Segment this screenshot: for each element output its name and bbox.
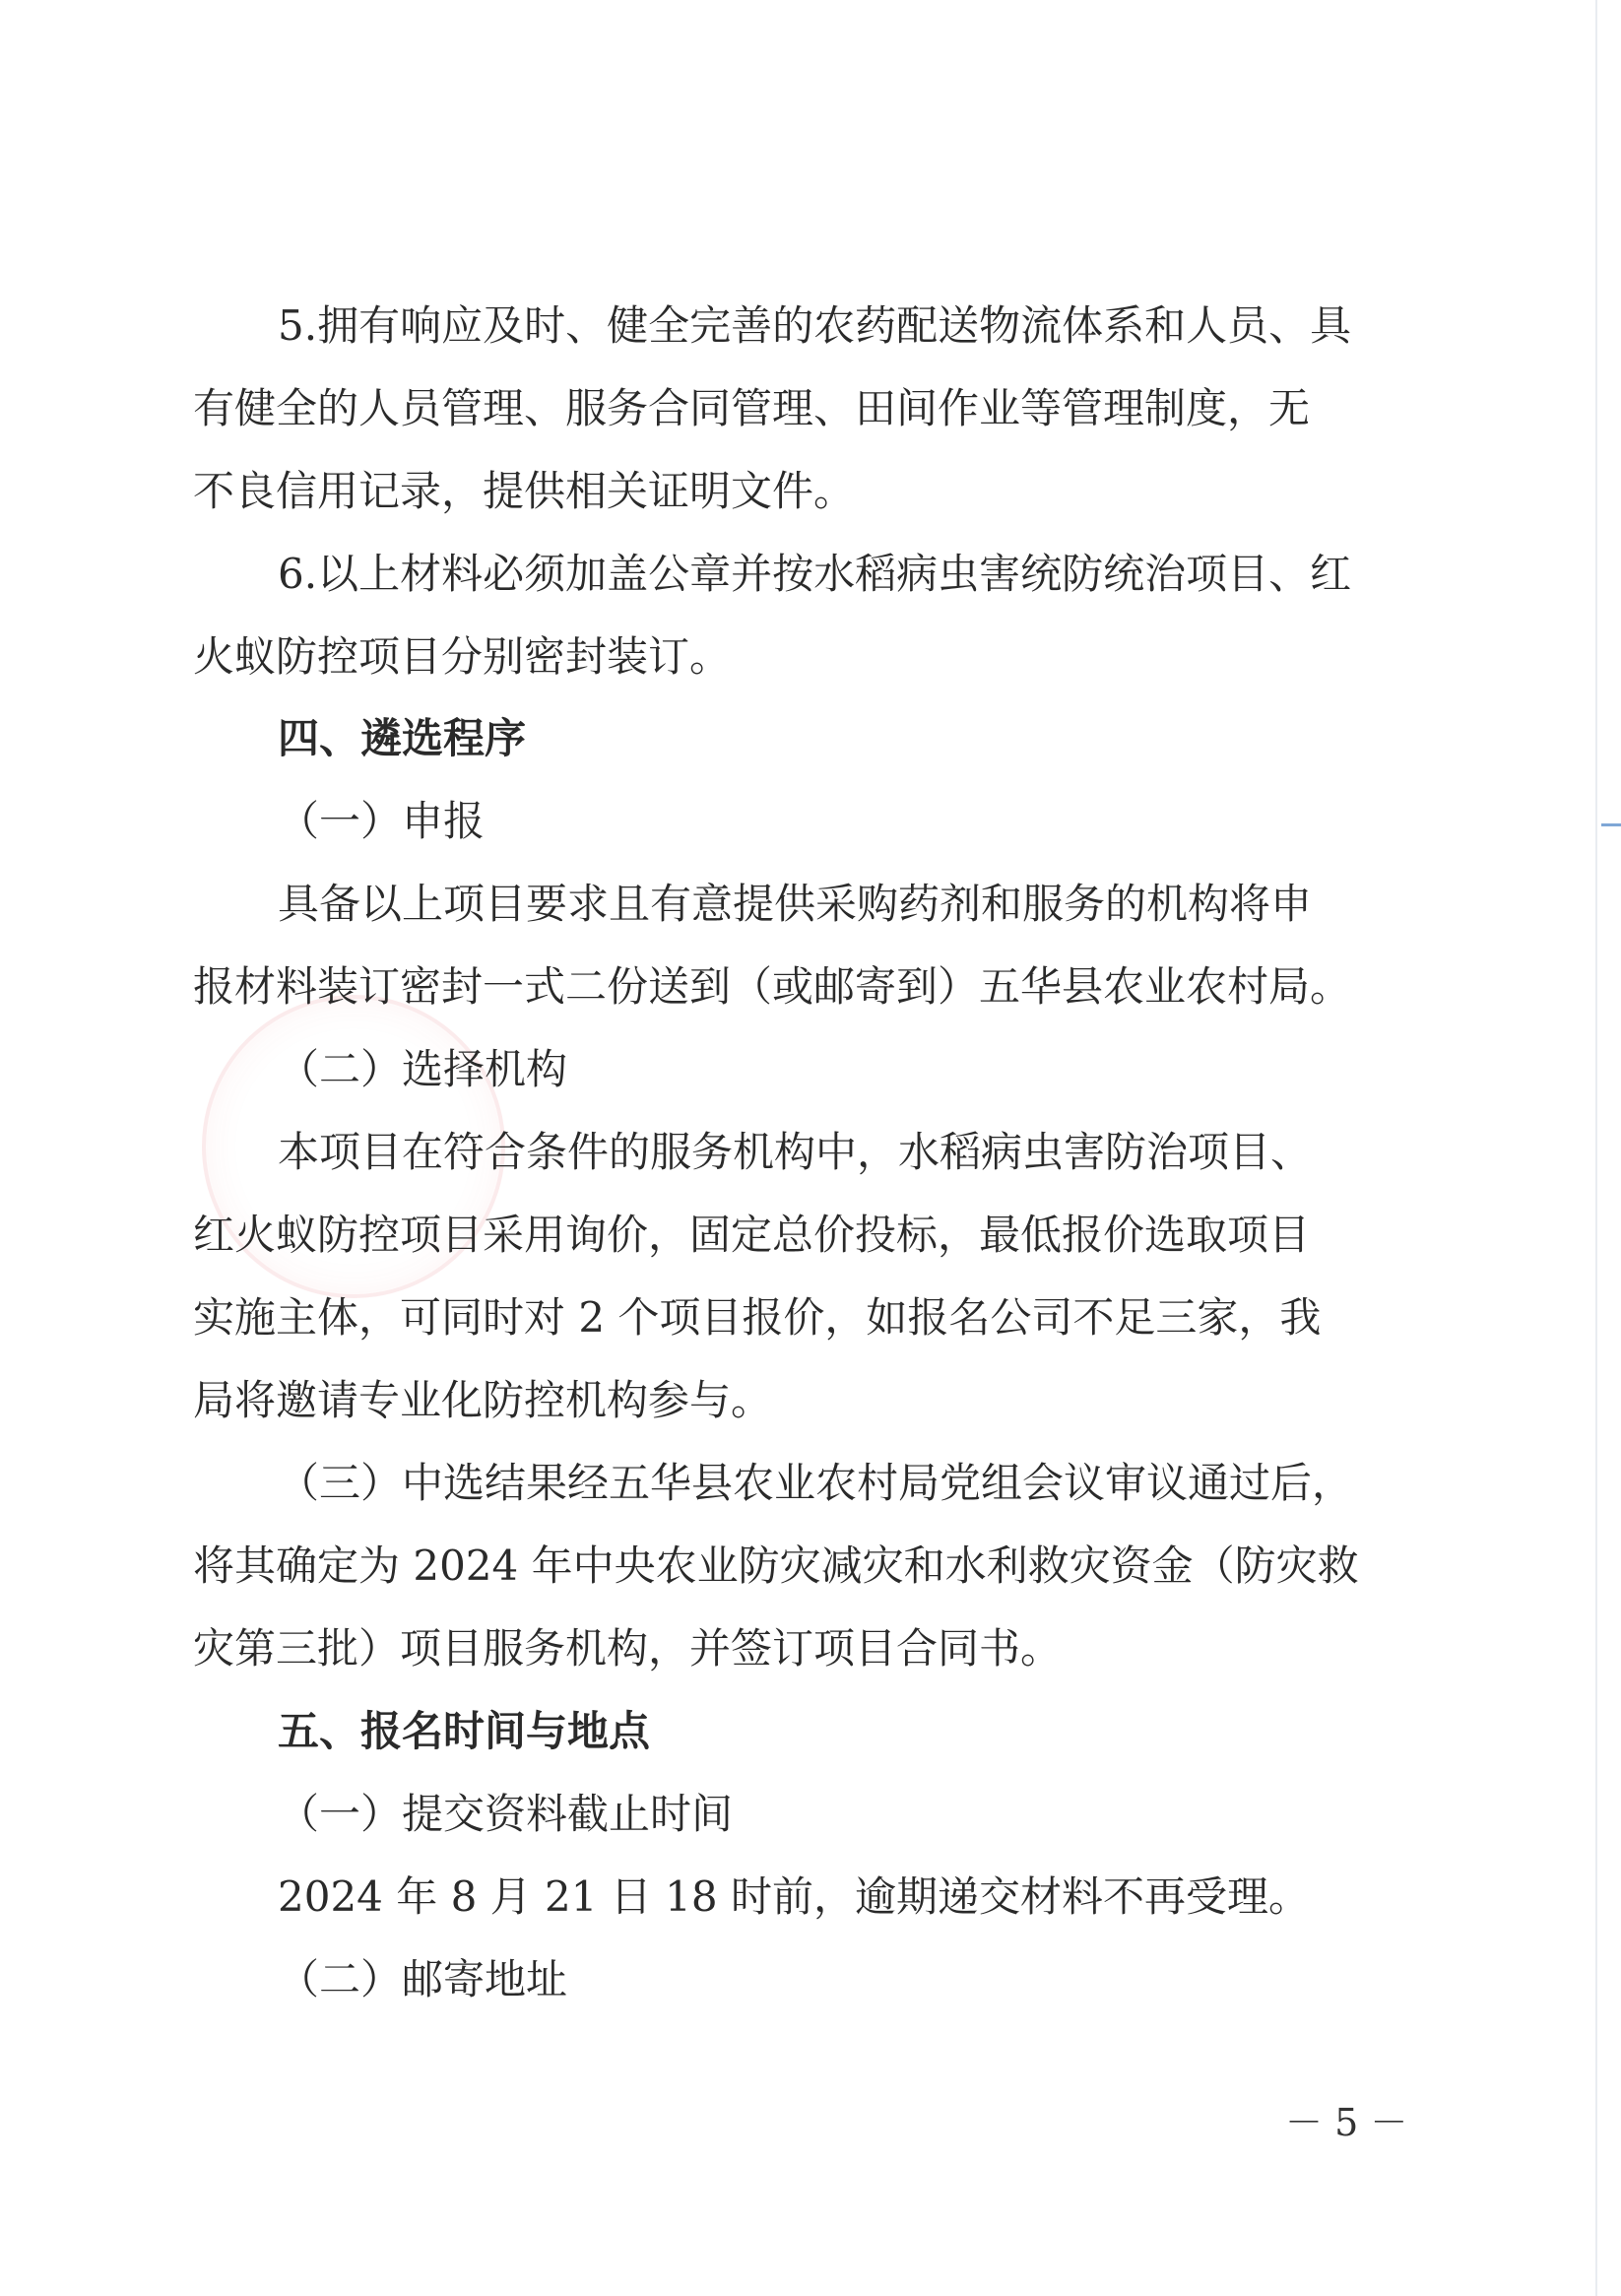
section-heading-4: 四、遴选程序 [278,714,527,762]
paragraph-5-line-3: 不良信用记录，提供相关证明文件。 [193,467,856,515]
selection-line-3: 实施主体，可同时对 2 个项目报价，如报名公司不足三家，我 [193,1293,1322,1342]
deadline-title: （一）提交资料截止时间 [278,1790,734,1838]
declaration-line-2: 报材料装订密封一式二份送到（或邮寄到）五华县农业农村局。 [193,962,1352,1011]
subsection-2-title: （二）选择机构 [278,1045,568,1093]
declaration-line-1: 具备以上项目要求且有意提供采购药剂和服务的机构将申 [278,880,1313,928]
selection-line-1: 本项目在符合条件的服务机构中，水稻病虫害防治项目、 [278,1128,1313,1176]
section-heading-5: 五、报名时间与地点 [278,1707,651,1755]
selection-line-2: 红火蚁防控项目采用询价，固定总价投标，最低报价选取项目 [193,1211,1311,1259]
selection-line-4: 局将邀请专业化防控机构参与。 [193,1376,773,1424]
paragraph-6-line-1: 6.以上材料必须加盖公章并按水稻病虫害统防统治项目、红 [278,550,1352,598]
page-number: － 5 － [1285,2101,1408,2144]
page-edge-line [1595,0,1597,2296]
result-line-2: 将其确定为 2024 年中央农业防灾减灾和水利救灾资金（防灾救 [193,1542,1359,1590]
paragraph-6-line-2: 火蚁防控项目分别密封装订。 [193,632,732,681]
paragraph-5-line-1: 5.拥有响应及时、健全完善的农药配送物流体系和人员、具 [278,301,1352,350]
paragraph-5-line-2: 有健全的人员管理、服务合同管理、田间作业等管理制度，无 [193,384,1311,432]
page-edge-mark [1601,823,1621,826]
result-line-1: （三）中选结果经五华县农业农村局党组会议审议通过后， [278,1459,1354,1507]
result-line-3: 灾第三批）项目服务机构，并签订项目合同书。 [193,1624,1063,1673]
subsection-1-title: （一）申报 [278,797,486,845]
mailing-address-title: （二）邮寄地址 [278,1955,568,2003]
deadline-text: 2024 年 8 月 21 日 18 时前，逾期递交材料不再受理。 [278,1872,1310,1921]
